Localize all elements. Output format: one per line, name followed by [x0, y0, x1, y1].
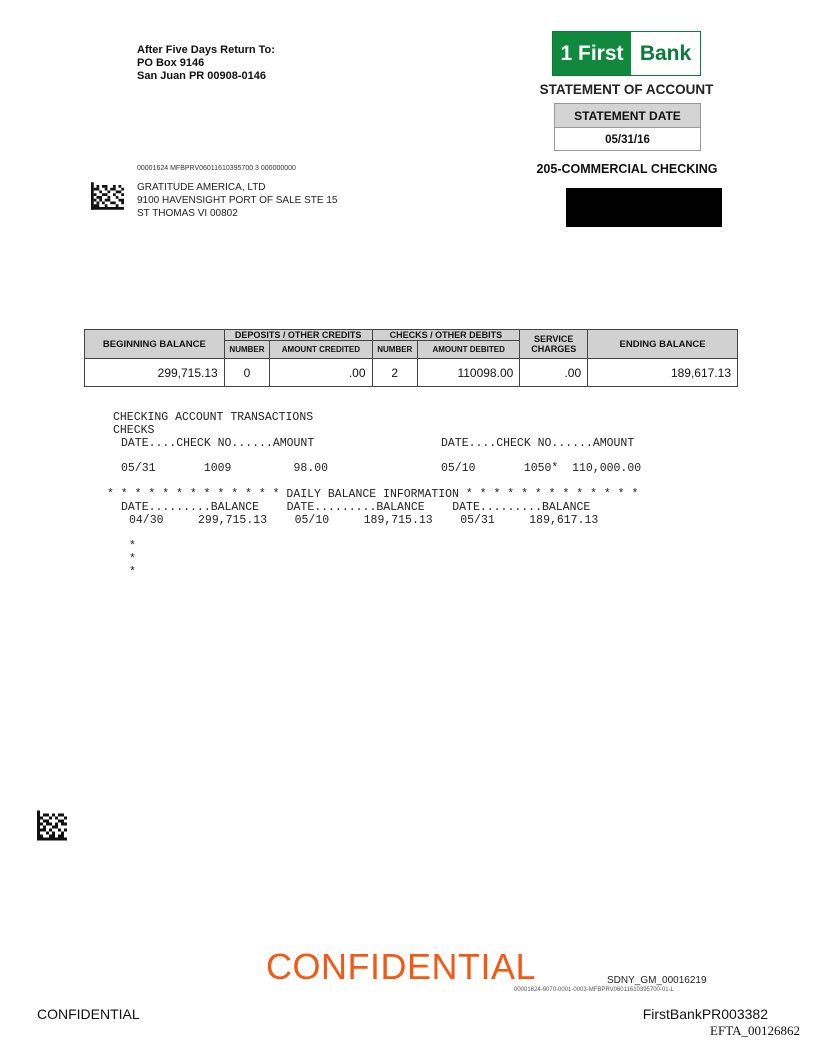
header-check-number: NUMBER — [372, 341, 418, 359]
account-summary-table — [84, 329, 738, 387]
value-check-count: 2 — [372, 359, 418, 387]
header-service-charges: SERVICE CHARGES — [520, 330, 588, 359]
return-address-line3: San Juan PR 00908-0146 — [137, 70, 267, 82]
barcode-icon — [91, 182, 124, 210]
value-amount-debited: 110098.00 — [418, 359, 520, 387]
barcode-icon — [37, 810, 67, 841]
daily-balance-header: DATE.........BALANCE DATE.........BALANCE DATE.........BALANCE — [121, 501, 591, 514]
firstbank-logo — [552, 31, 701, 76]
header-checks: CHECKS / OTHER DEBITS — [372, 330, 520, 341]
checks-header-right: DATE....CHECK NO......AMOUNT — [441, 437, 635, 450]
header-deposits: DEPOSITS / OTHER CREDITS — [224, 330, 372, 341]
header-beginning-balance: BEGINNING BALANCE — [85, 330, 225, 359]
header-ending-balance: ENDING BALANCE — [588, 330, 738, 359]
daily-balance-banner: * * * * * * * * * * * * * DAILY BALANCE INFORMATION * * * * * * * * * * * * * — [107, 488, 639, 501]
value-beginning-balance: 299,715.13 — [85, 359, 225, 387]
logo-left: 1 First — [553, 32, 631, 75]
transactions-title: CHECKING ACCOUNT TRANSACTIONS — [113, 411, 314, 424]
checks-header-left: DATE....CHECK NO......AMOUNT — [121, 437, 315, 450]
addressee-street: 9100 HAVENSIGHT PORT OF SALE STE 15 — [137, 195, 338, 206]
value-ending-balance: 189,617.13 — [588, 359, 738, 387]
return-address-line1: After Five Days Return To: — [137, 44, 275, 56]
confidential-label: CONFIDENTIAL — [37, 1006, 140, 1022]
value-service-charges: .00 — [520, 359, 588, 387]
continuation-stars: * * * — [129, 540, 136, 579]
value-amount-credited: .00 — [270, 359, 372, 387]
logo-right: Bank — [631, 32, 700, 75]
addressee-city: ST THOMAS VI 00802 — [137, 208, 238, 219]
redaction-box — [566, 188, 722, 227]
header-amount-credited: AMOUNT CREDITED — [270, 341, 372, 359]
statement-title: STATEMENT OF ACCOUNT — [539, 82, 714, 97]
value-deposit-count: 0 — [224, 359, 270, 387]
bates-small: 00001624-9070-0001-0003-MFBPRV06011610395700-01-L — [514, 987, 674, 993]
bates-sdny: SDNY_GM_00016219 — [607, 975, 707, 986]
confidential-stamp: CONFIDENTIAL — [266, 946, 537, 987]
account-type: 205-COMMERCIAL CHECKING — [536, 162, 718, 176]
bates-firstbank: FirstBankPR003382 — [642, 1006, 768, 1022]
return-address-line2: PO Box 9146 — [137, 57, 205, 69]
addressee-block — [137, 181, 337, 220]
statement-date-value: 05/31/16 — [605, 133, 650, 146]
transactions-subtitle: CHECKS — [113, 424, 155, 437]
scanline: 00001624 MFBPRV06011610395700 3 000000000 — [137, 165, 296, 172]
check-row-right: 05/10 1050* 110,000.00 — [441, 462, 642, 475]
check-row-left: 05/31 1009 98.00 — [121, 462, 329, 475]
header-amount-debited: AMOUNT DEBITED — [418, 341, 520, 359]
efta-number: EFTA_00126862 — [710, 1023, 800, 1038]
header-deposit-number: NUMBER — [224, 341, 270, 359]
daily-balance-row: 04/30 299,715.13 05/10 189,715.13 05/31 189,617.13 — [129, 514, 599, 527]
return-address — [137, 44, 275, 83]
statement-date-box — [554, 103, 701, 151]
addressee-name: GRATITUDE AMERICA, LTD — [137, 182, 266, 193]
statement-date-label: STATEMENT DATE — [555, 104, 700, 128]
